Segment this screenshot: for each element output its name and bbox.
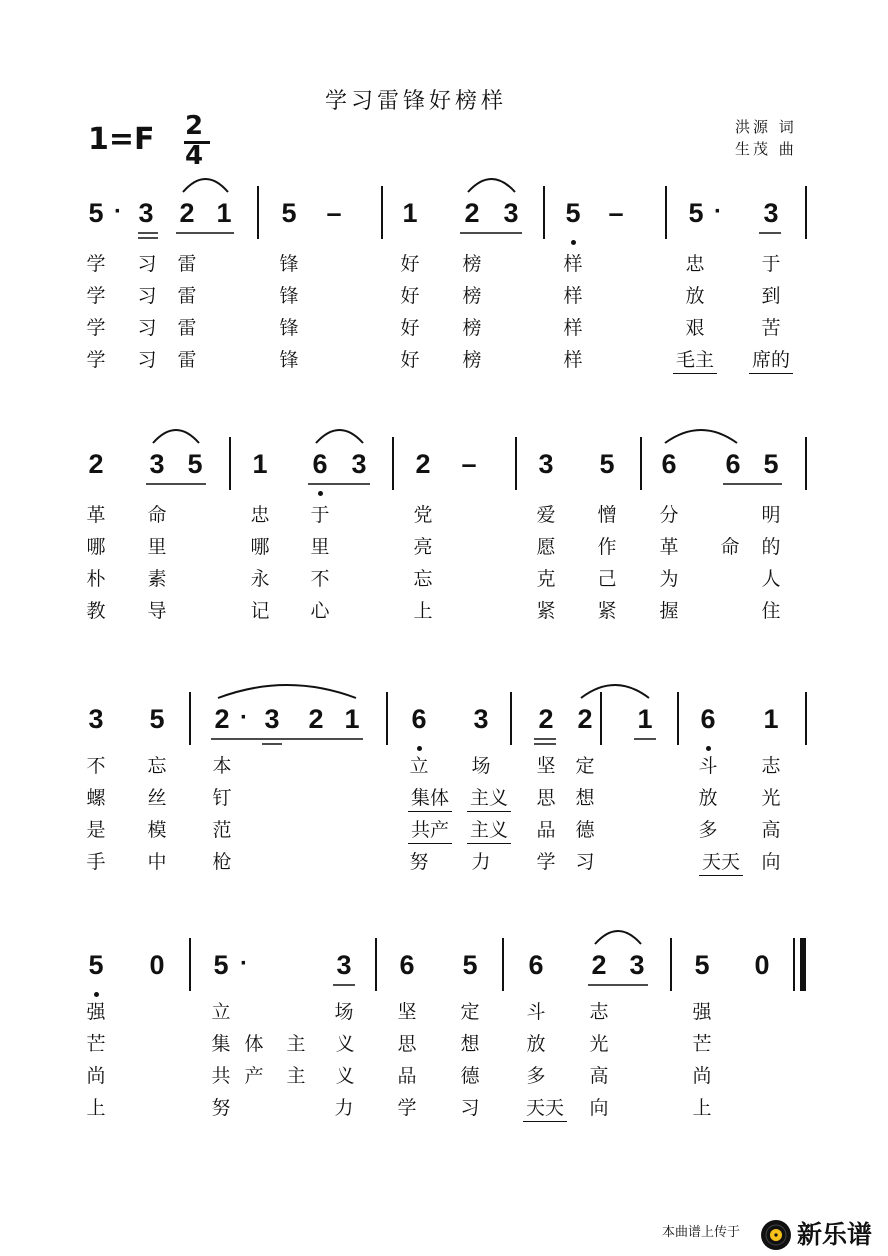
lyric-1-v2-2: 习	[137, 285, 157, 307]
lyric-1-v3-7: 样	[563, 317, 583, 339]
lyric-3-v4-7: 习	[575, 851, 595, 873]
note-4-2: 0	[149, 950, 165, 980]
note-2-7: 2	[415, 449, 431, 479]
barline	[189, 692, 191, 745]
lyric-1-v1-4: 锋	[279, 253, 299, 275]
lyric-4-v1-3: 场	[334, 1001, 354, 1023]
lyric-1-v4-5: 好	[400, 349, 420, 371]
lyric-4-v2-6: 思	[397, 1033, 417, 1055]
note-3-12: 6	[700, 704, 716, 734]
lyric-4-v1-2: 立	[211, 1001, 231, 1023]
lyric-4-v2-7: 想	[460, 1033, 480, 1055]
note-4-7: 6	[528, 950, 544, 980]
lyric-3-v3-5: 主义	[467, 821, 511, 844]
final-barline-thin	[793, 938, 795, 991]
note-3-4: 3	[264, 704, 280, 734]
lyric-2-v3-1: 朴	[86, 568, 106, 590]
lyric-1-v2-7: 样	[563, 285, 583, 307]
lyric-3-v3-4: 共产	[408, 821, 452, 844]
lyric-4-v1-6: 斗	[526, 1001, 546, 1023]
lyric-1-v4-6: 榜	[462, 349, 482, 371]
lyric-3-v2-1: 螺	[86, 787, 106, 809]
lyric-2-v1-4: 于	[310, 504, 330, 526]
note-3-11: 1	[637, 704, 653, 734]
note-4-9: 3	[629, 950, 645, 980]
lyric-3-v1-1: 不	[86, 755, 106, 777]
note-1-9: 5	[565, 198, 581, 228]
lyric-3-v4-4: 努	[409, 851, 429, 873]
lyric-4-v3-1: 尚	[86, 1065, 106, 1087]
barline	[600, 692, 602, 745]
lyric-3-v3-2: 模	[147, 819, 167, 841]
barline	[381, 186, 383, 239]
barline	[229, 437, 231, 490]
lyric-2-v4-6: 紧	[536, 600, 556, 622]
slur	[595, 931, 641, 944]
low-octave-dot	[318, 491, 323, 496]
lyric-1-v2-6: 榜	[462, 285, 482, 307]
note-2-8: 3	[538, 449, 554, 479]
composer-credit: 生茂 曲	[735, 140, 797, 158]
lyric-2-v3-6: 克	[536, 568, 556, 590]
note-4-5: 6	[399, 950, 415, 980]
time-signature-bottom: 4	[185, 141, 204, 171]
note-4-10: 5	[694, 950, 710, 980]
song-title: 学习雷锋好榜样	[325, 89, 508, 114]
slur	[316, 430, 363, 443]
final-barline-thick	[800, 938, 806, 991]
lyric-2-v4-2: 导	[147, 600, 167, 622]
lyric-2-v1-5: 党	[413, 504, 433, 526]
lyric-4-v4-4: 学	[397, 1097, 417, 1119]
note-2-2: 3	[149, 449, 165, 479]
lyric-4-v4-1: 上	[86, 1097, 106, 1119]
lyricist-credit: 洪源 词	[735, 118, 797, 136]
augmentation-dot: ·	[114, 198, 122, 225]
lyric-1-v4-8: 毛主	[673, 351, 717, 374]
lyric-2-v4-9: 住	[761, 600, 781, 622]
slur	[665, 430, 737, 443]
note-2-9: 5	[599, 449, 615, 479]
note-3-8: 3	[473, 704, 489, 734]
note-1-2: 3	[138, 198, 154, 228]
barline	[386, 692, 388, 745]
lyric-4-v2-9: 光	[589, 1033, 609, 1055]
upload-note: 本曲谱上传于	[662, 1225, 741, 1240]
lyric-3-v2-9: 光	[761, 787, 781, 809]
lyric-3-v1-5: 场	[471, 755, 491, 777]
lyric-3-v1-9: 志	[761, 755, 781, 777]
lyric-4-v4-2: 努	[211, 1097, 231, 1119]
lyric-1-v2-9: 到	[761, 285, 781, 307]
low-octave-dot	[94, 992, 99, 997]
note-3-6: 1	[344, 704, 360, 734]
barline	[805, 437, 807, 490]
lyric-4-v1-1: 强	[86, 1001, 106, 1023]
lyric-2-v1-2: 命	[147, 504, 167, 526]
lyric-3-v2-6: 思	[536, 787, 556, 809]
lyric-3-v4-1: 手	[86, 851, 106, 873]
barline	[515, 437, 517, 490]
lyric-1-v4-4: 锋	[279, 349, 299, 371]
lyric-1-v3-2: 习	[137, 317, 157, 339]
note-4-6: 5	[462, 950, 478, 980]
lyric-4-v1-5: 定	[460, 1001, 480, 1023]
barline	[543, 186, 545, 239]
lyric-1-v1-5: 好	[400, 253, 420, 275]
note-3-9: 2	[538, 704, 554, 734]
lyric-2-v1-8: 分	[659, 504, 679, 526]
lyric-3-v1-8: 斗	[698, 755, 718, 777]
lyric-4-v4-3: 力	[334, 1097, 354, 1119]
time-signature-top: 2	[185, 111, 204, 141]
lyric-4-v3-6: 品	[397, 1065, 417, 1087]
lyric-1-v2-8: 放	[685, 285, 705, 307]
low-octave-dot	[571, 240, 576, 245]
lyric-1-v1-3: 雷	[177, 253, 197, 275]
lyric-3-v2-4: 集体	[408, 789, 452, 812]
lyric-4-v3-9: 高	[589, 1065, 609, 1087]
slur	[218, 685, 356, 698]
lyric-3-v3-3: 范	[212, 819, 232, 841]
note-2-3: 5	[187, 449, 203, 479]
lyric-1-v1-1: 学	[86, 253, 106, 275]
note-1-4: 1	[216, 198, 232, 228]
note-2-12: 5	[763, 449, 779, 479]
note-2-11: 6	[725, 449, 741, 479]
low-octave-dot	[417, 746, 422, 751]
note-3-2: 5	[149, 704, 165, 734]
lyric-4-v3-10: 尚	[692, 1065, 712, 1087]
note-3-7: 6	[411, 704, 427, 734]
slur	[581, 685, 649, 698]
barline	[640, 437, 642, 490]
note-3-10: 2	[577, 704, 593, 734]
lyric-3-v3-7: 德	[575, 819, 595, 841]
key-signature: 1=F	[88, 122, 155, 157]
lyric-4-v2-3: 体	[244, 1033, 264, 1055]
lyric-2-v3-9: 人	[761, 568, 781, 590]
lyric-4-v2-4: 主	[286, 1033, 306, 1055]
lyric-4-v1-4: 坚	[397, 1001, 417, 1023]
lyric-3-v1-2: 忘	[147, 755, 167, 777]
lyric-1-v1-7: 样	[563, 253, 583, 275]
note-3-13: 1	[763, 704, 779, 734]
lyric-2-v2-9: 命	[720, 536, 740, 558]
lyric-1-v3-1: 学	[86, 317, 106, 339]
lyric-1-v3-8: 艰	[685, 317, 705, 339]
lyric-2-v3-5: 忘	[413, 568, 433, 590]
lyric-3-v2-8: 放	[698, 787, 718, 809]
lyric-2-v1-1: 革	[86, 504, 106, 526]
lyric-3-v4-6: 学	[536, 851, 556, 873]
barline	[665, 186, 667, 239]
lyric-2-v3-4: 不	[310, 568, 330, 590]
note-2-4: 1	[252, 449, 268, 479]
lyric-2-v2-5: 亮	[413, 536, 433, 558]
lyric-2-v2-8: 革	[659, 536, 679, 558]
lyric-2-v1-6: 爱	[536, 504, 556, 526]
note-4-3: 5	[213, 950, 229, 980]
sustain-dash: –	[461, 449, 477, 479]
note-4-1: 5	[88, 950, 104, 980]
lyric-3-v4-9: 向	[761, 851, 781, 873]
note-1-8: 3	[503, 198, 519, 228]
lyric-4-v3-8: 多	[526, 1065, 546, 1087]
lyric-3-v4-2: 中	[147, 851, 167, 873]
lyric-4-v4-5: 习	[460, 1097, 480, 1119]
barline	[510, 692, 512, 745]
lyric-4-v1-8: 强	[692, 1001, 712, 1023]
lyric-4-v2-1: 芒	[86, 1033, 106, 1055]
lyric-3-v1-6: 坚	[536, 755, 556, 777]
lyric-2-v4-4: 心	[310, 600, 330, 622]
lyric-2-v2-2: 里	[147, 536, 167, 558]
lyric-2-v1-3: 忠	[250, 504, 270, 526]
note-1-6: 1	[402, 198, 418, 228]
lyric-2-v4-5: 上	[413, 600, 433, 622]
lyric-1-v4-3: 雷	[177, 349, 197, 371]
lyric-3-v2-7: 想	[575, 787, 595, 809]
lyric-1-v4-2: 习	[137, 349, 157, 371]
lyric-4-v3-2: 共	[211, 1065, 231, 1087]
note-4-4: 3	[336, 950, 352, 980]
lyric-4-v2-5: 义	[335, 1033, 355, 1055]
lyric-4-v3-4: 主	[286, 1065, 306, 1087]
note-3-1: 3	[88, 704, 104, 734]
lyric-1-v1-6: 榜	[462, 253, 482, 275]
lyric-3-v4-3: 枪	[212, 851, 232, 873]
barline	[805, 692, 807, 745]
lyric-2-v3-2: 素	[147, 568, 167, 590]
note-2-1: 2	[88, 449, 104, 479]
barline	[805, 186, 807, 239]
note-1-5: 5	[281, 198, 297, 228]
lyric-1-v3-3: 雷	[177, 317, 197, 339]
lyric-1-v2-5: 好	[400, 285, 420, 307]
lyric-2-v2-10: 的	[761, 536, 781, 558]
note-2-6: 3	[351, 449, 367, 479]
lyric-3-v3-8: 多	[698, 819, 718, 841]
note-3-5: 2	[308, 704, 324, 734]
barline	[502, 938, 504, 991]
lyric-4-v2-8: 放	[526, 1033, 546, 1055]
lyric-1-v1-9: 于	[761, 253, 781, 275]
lyric-1-v4-7: 样	[563, 349, 583, 371]
lyric-1-v4-9: 席的	[749, 351, 793, 374]
lyric-1-v2-3: 雷	[177, 285, 197, 307]
slur	[153, 430, 199, 443]
lyric-1-v1-8: 忠	[685, 253, 705, 275]
lyric-2-v2-6: 愿	[536, 536, 556, 558]
lyric-4-v3-3: 产	[244, 1065, 264, 1087]
note-1-11: 3	[763, 198, 779, 228]
lyric-2-v4-1: 教	[86, 600, 106, 622]
lyric-2-v2-1: 哪	[86, 536, 106, 558]
lyric-4-v2-10: 芒	[692, 1033, 712, 1055]
lyric-2-v2-3: 哪	[250, 536, 270, 558]
lyric-3-v1-7: 定	[575, 755, 595, 777]
note-4-11: 0	[754, 950, 770, 980]
note-4-8: 2	[591, 950, 607, 980]
lyric-3-v1-4: 立	[409, 755, 429, 777]
lyric-2-v4-3: 记	[250, 600, 270, 622]
lyric-1-v3-5: 好	[400, 317, 420, 339]
barline	[189, 938, 191, 991]
slur	[468, 179, 515, 192]
lyric-2-v1-7: 憎	[597, 504, 617, 526]
site-logo-text: 新乐谱	[797, 1220, 873, 1249]
lyric-2-v3-3: 永	[250, 568, 270, 590]
lyric-3-v4-5: 力	[471, 851, 491, 873]
lyric-3-v4-8: 天天	[699, 853, 743, 876]
lyric-2-v3-8: 为	[659, 568, 679, 590]
lyric-1-v1-2: 习	[137, 253, 157, 275]
lyric-4-v1-7: 志	[589, 1001, 609, 1023]
lyric-4-v3-5: 义	[335, 1065, 355, 1087]
lyric-4-v3-7: 德	[460, 1065, 480, 1087]
augmentation-dot: ·	[714, 198, 722, 225]
lyric-3-v3-9: 高	[761, 819, 781, 841]
slur	[183, 179, 228, 192]
note-1-7: 2	[464, 198, 480, 228]
lyric-4-v2-2: 集	[211, 1033, 231, 1055]
lyric-1-v3-6: 榜	[462, 317, 482, 339]
note-2-5: 6	[312, 449, 328, 479]
augmentation-dot: ·	[240, 950, 248, 977]
lyric-3-v2-5: 主义	[467, 789, 511, 812]
lyric-2-v4-8: 握	[659, 600, 679, 622]
low-octave-dot	[706, 746, 711, 751]
sustain-dash: –	[326, 198, 342, 228]
lyric-1-v3-9: 苦	[761, 317, 781, 339]
barline	[670, 938, 672, 991]
lyric-1-v2-1: 学	[86, 285, 106, 307]
lyric-1-v3-4: 锋	[279, 317, 299, 339]
barline	[257, 186, 259, 239]
vinyl-logo-icon	[760, 1219, 792, 1251]
lyric-3-v3-6: 品	[536, 819, 556, 841]
lyric-2-v4-7: 紧	[597, 600, 617, 622]
lyric-3-v1-3: 本	[212, 755, 232, 777]
lyric-1-v4-1: 学	[86, 349, 106, 371]
barline	[375, 938, 377, 991]
lyric-3-v2-3: 钉	[212, 787, 232, 809]
barline	[392, 437, 394, 490]
note-3-3: 2	[214, 704, 230, 734]
lyric-4-v4-7: 向	[589, 1097, 609, 1119]
note-1-10: 5	[688, 198, 704, 228]
lyric-4-v4-6: 天天	[523, 1099, 567, 1122]
lyric-2-v2-4: 里	[310, 536, 330, 558]
lyric-2-v3-7: 己	[597, 568, 617, 590]
note-1-3: 2	[179, 198, 195, 228]
note-1-1: 5	[88, 198, 104, 228]
lyric-3-v3-1: 是	[86, 819, 106, 841]
sustain-dash: –	[608, 198, 624, 228]
lyric-2-v2-7: 作	[597, 536, 617, 558]
lyric-2-v1-9: 明	[761, 504, 781, 526]
note-2-10: 6	[661, 449, 677, 479]
lyric-3-v2-2: 丝	[147, 787, 167, 809]
lyric-4-v4-8: 上	[692, 1097, 712, 1119]
augmentation-dot: ·	[240, 704, 248, 731]
lyric-1-v2-4: 锋	[279, 285, 299, 307]
barline	[677, 692, 679, 745]
